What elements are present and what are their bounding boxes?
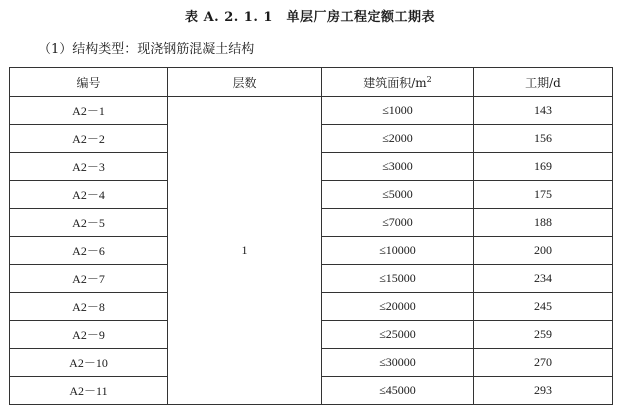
cell-days: 293 [474, 377, 613, 405]
cell-code: A2－3 [10, 153, 168, 181]
cell-area: ≤10000 [322, 237, 474, 265]
cell-area: ≤15000 [322, 265, 474, 293]
cell-code: A2－7 [10, 265, 168, 293]
cell-area: ≤5000 [322, 181, 474, 209]
cell-area: ≤30000 [322, 349, 474, 377]
cell-area: ≤7000 [322, 209, 474, 237]
cell-days: 234 [474, 265, 613, 293]
header-code: 编号 [10, 68, 168, 97]
cell-area: ≤2000 [322, 125, 474, 153]
cell-code: A2－4 [10, 181, 168, 209]
header-days: 工期/d [474, 68, 613, 97]
cell-area: ≤45000 [322, 377, 474, 405]
cell-days: 169 [474, 153, 613, 181]
cell-days: 156 [474, 125, 613, 153]
header-floors: 层数 [168, 68, 322, 97]
cell-days: 175 [474, 181, 613, 209]
cell-code: A2－8 [10, 293, 168, 321]
cell-code: A2－6 [10, 237, 168, 265]
structure-type-label: （1）结构类型：现浇钢筋混凝土结构 [38, 42, 255, 57]
cell-days: 259 [474, 321, 613, 349]
cell-days: 245 [474, 293, 613, 321]
header-area-unit-exponent: 2 [426, 74, 432, 84]
cell-days: 143 [474, 97, 613, 125]
cell-code: A2－1 [10, 97, 168, 125]
table-header-row [10, 68, 613, 97]
cell-area: ≤1000 [322, 97, 474, 125]
cell-days: 200 [474, 237, 613, 265]
cell-area: ≤20000 [322, 293, 474, 321]
cell-code: A2－9 [10, 321, 168, 349]
construction-period-table [9, 67, 613, 405]
cell-days: 270 [474, 349, 613, 377]
cell-code: A2－11 [10, 377, 168, 405]
table-row [10, 97, 613, 125]
cell-code: A2－10 [10, 349, 168, 377]
cell-area: ≤25000 [322, 321, 474, 349]
cell-code: A2－2 [10, 125, 168, 153]
cell-area: ≤3000 [322, 153, 474, 181]
table-body [10, 97, 613, 405]
cell-days: 188 [474, 209, 613, 237]
cell-floors: 1 [168, 97, 322, 405]
header-area [322, 68, 474, 97]
table-title: 表 A. 2. 1. 1 单层厂房工程定额工期表 [185, 10, 435, 25]
cell-code: A2－5 [10, 209, 168, 237]
header-area-label: 建筑面积/m [363, 75, 427, 90]
